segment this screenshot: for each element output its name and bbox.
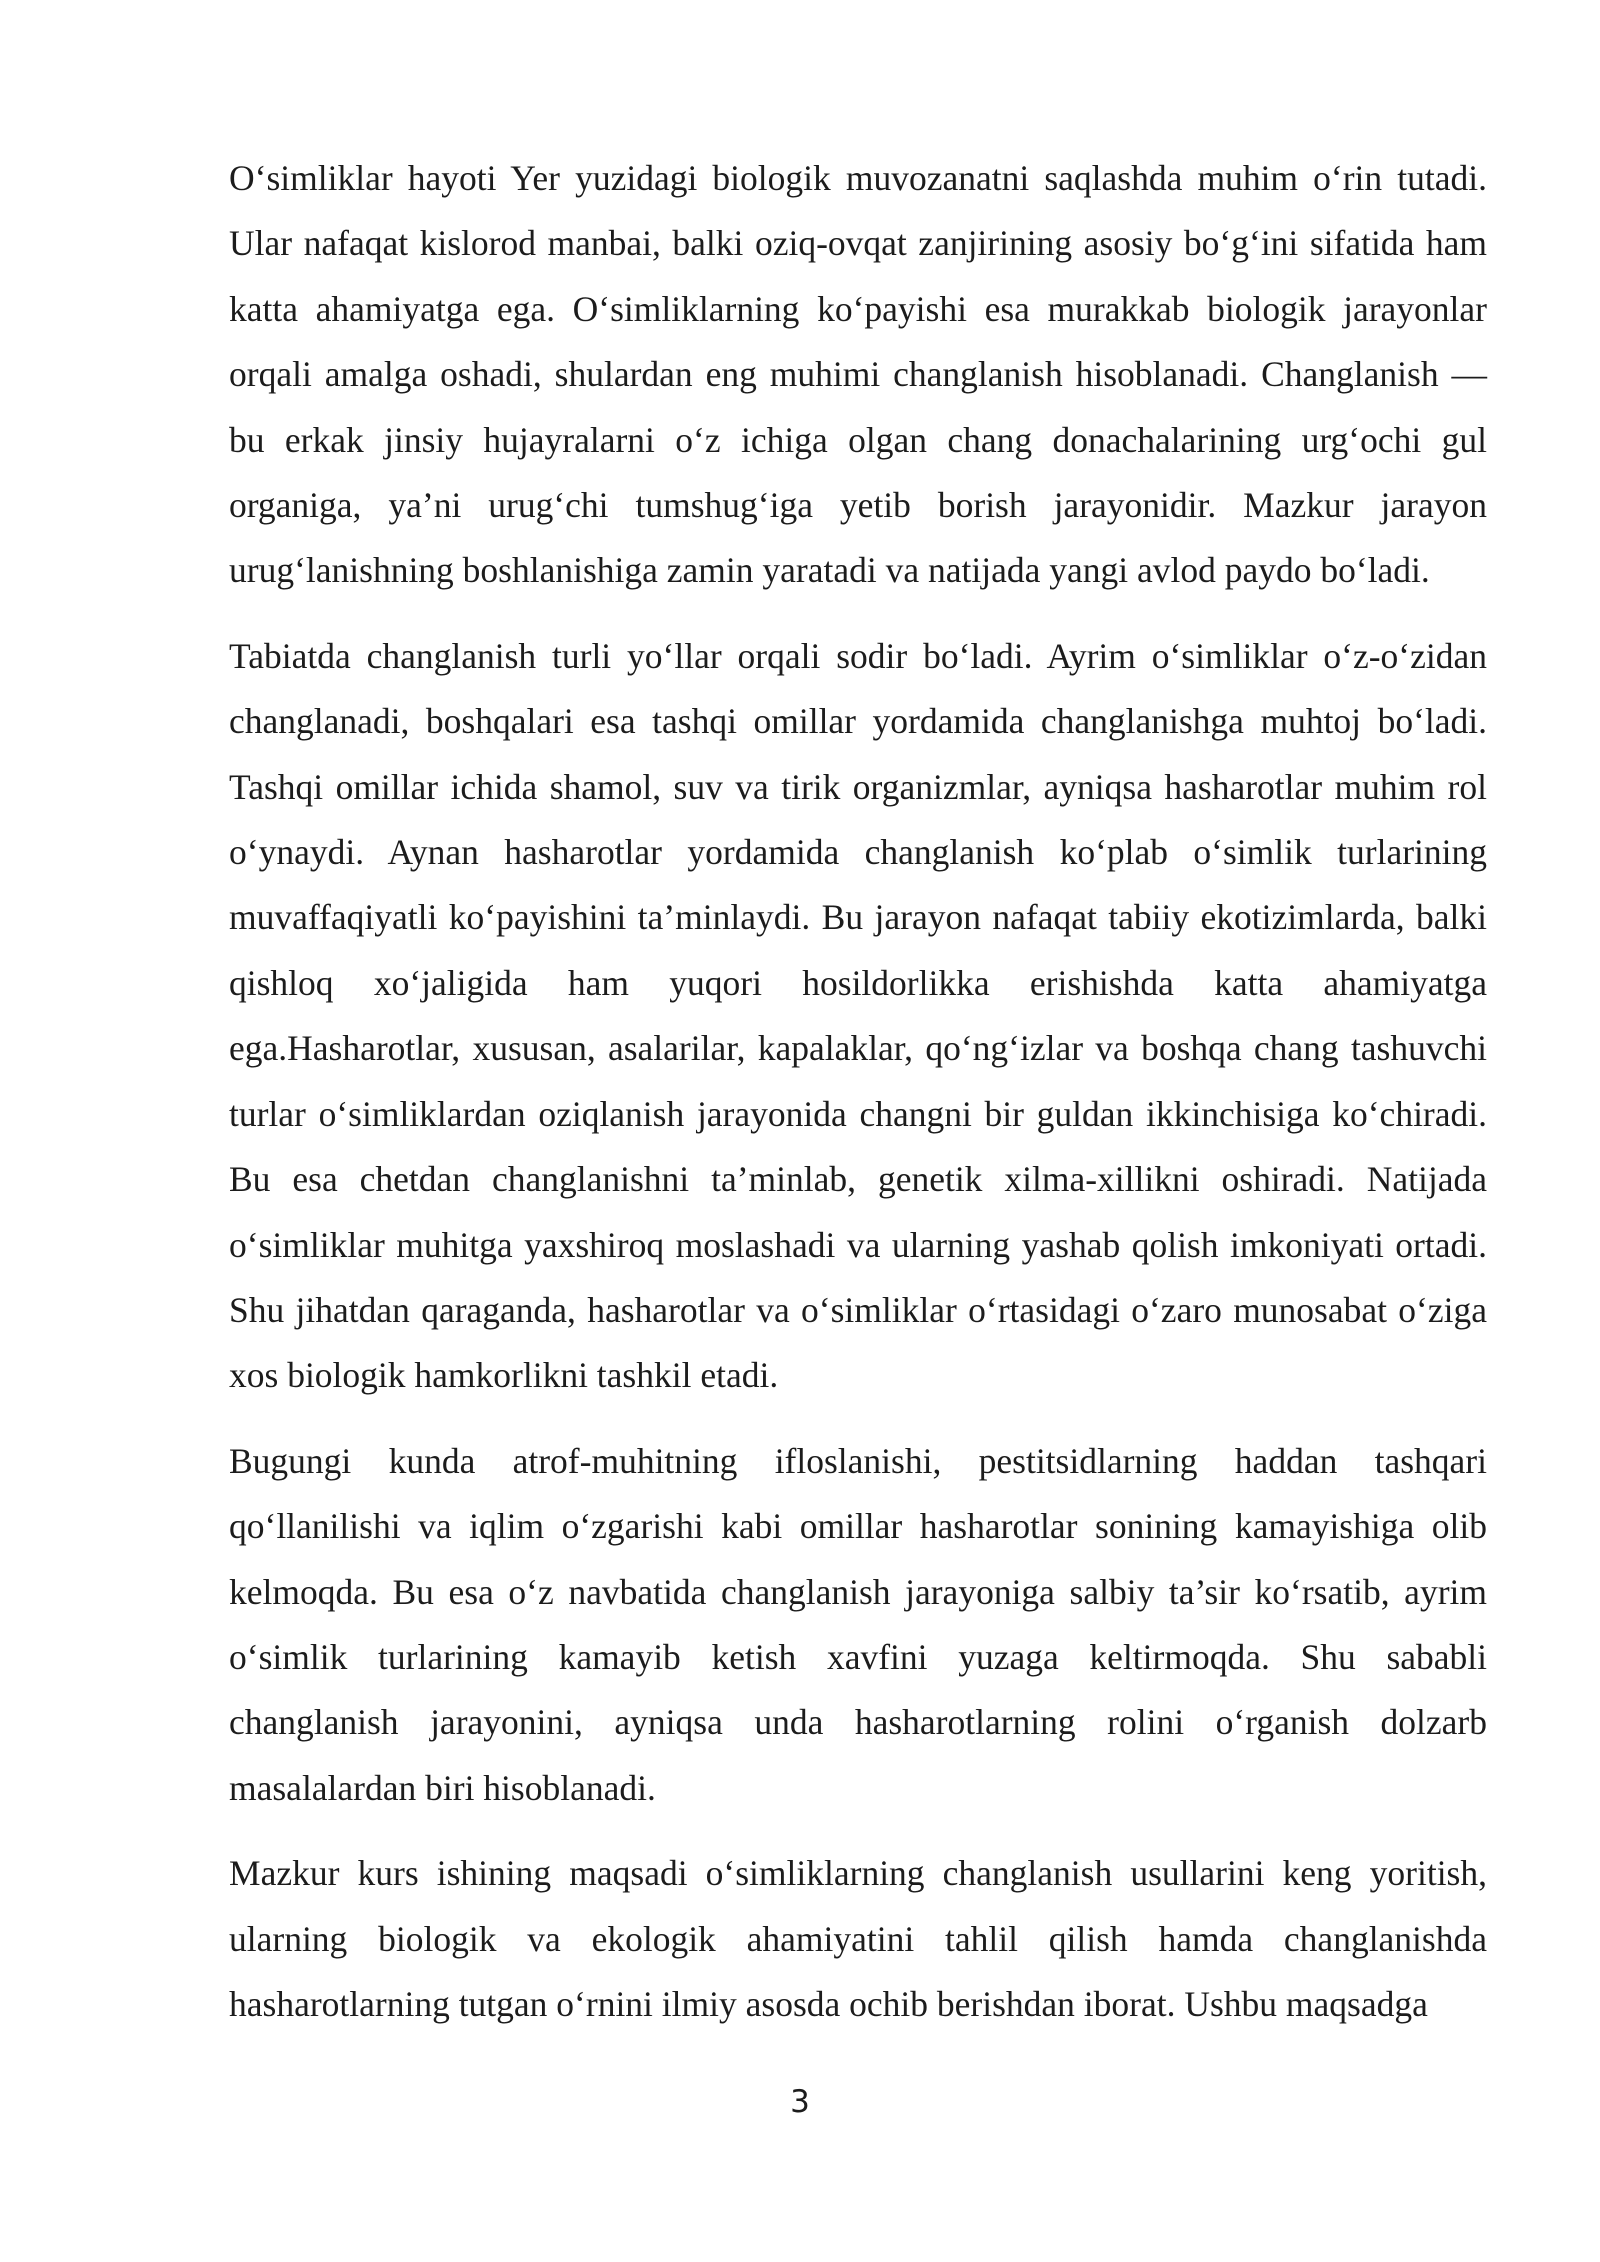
paragraph-3: Bugungi kunda atrof-muhitning ifloslanishi, pestitsidlarning haddan tashqari qo‘llanilishi va iqlim o‘zgarishi kabi omillar hasharotlar sonining kamayishiga olib kelmoqda. Bu esa o‘z navbatida changlanish jarayoniga salbiy ta’sir ko‘rsatib, ayrim o‘simlik turlarining kamayib ketish xavfini yuzaga keltirmoqda. Shu sababli changlanish jarayonini, ayniqsa unda hasharotlarning rolini o‘rganish dolzarb masalalardan biri hisoblanadi.	[229, 1440, 1487, 1808]
paragraph-4: Mazkur kurs ishining maqsadi o‘simliklarning changlanish usullarini keng yoritish, ularning biologik va ekologik ahamiyatini tahlil qilish hamda changlanishda hasharotlarning tutgan o‘rnini ilmiy asosda ochib berishdan iborat. Ushbu maqsadga	[229, 1853, 1487, 2024]
page-number: 3	[790, 2084, 810, 2120]
body-text	[229, 146, 1487, 2057]
paragraph-1: O‘simliklar hayoti Yer yuzidagi biologik muvozanatni saqlashda muhim o‘rin tutadi. Ular nafaqat kislorod manbai, balki oziq-ovqat zanjirining asosiy bo‘g‘ini sifatida ham katta ahamiyatga ega. O‘simliklarning ko‘payishi esa murakkab biologik jarayonlar orqali amalga oshadi, shulardan eng muhimi changlanish hisoblanadi. Changlanish — bu erkak jinsiy hujayralarni o‘z ichiga olgan chang donachalarining urg‘ochi gul organiga, ya’ni urug‘chi tumshug‘iga yetib borish jarayonidir. Mazkur jarayon urug‘lanishning boshlanishiga zamin yaratadi va natijada yangi avlod paydo bo‘ladi.	[229, 158, 1487, 591]
paragraph-2: Tabiatda changlanish turli yo‘llar orqali sodir bo‘ladi. Ayrim o‘simliklar o‘z-o‘zidan changlanadi, boshqalari esa tashqi omillar yordamida changlanishga muhtoj bo‘ladi. Tashqi omillar ichida shamol, suv va tirik organizmlar, ayniqsa hasharotlar muhim rol o‘ynaydi. Aynan hasharotlar yordamida changlanish ko‘plab o‘simlik turlarining muvaffaqiyatli ko‘payishini ta’minlaydi. Bu jarayon nafaqat tabiiy ekotizimlarda, balki qishloq xo‘jaligida ham yuqori hosildorlikka erishishda katta ahamiyatga ega.Hasharotlar, xususan, asalarilar, kapalaklar, qo‘ng‘izlar va boshqa chang tashuvchi turlar o‘simliklardan oziqlanish jarayonida changni bir guldan ikkinchisiga ko‘chiradi. Bu esa chetdan changlanishni ta’minlab, genetik xilma-xillikni oshiradi. Natijada o‘simliklar muhitga yaxshiroq moslashadi va ularning yashab qolish imkoniyati ortadi. Shu jihatdan qaraganda, hasharotlar va o‘simliklar o‘rtasidagi o‘zaro munosabat o‘ziga xos biologik hamkorlikni tashkil etadi.	[229, 635, 1487, 1396]
